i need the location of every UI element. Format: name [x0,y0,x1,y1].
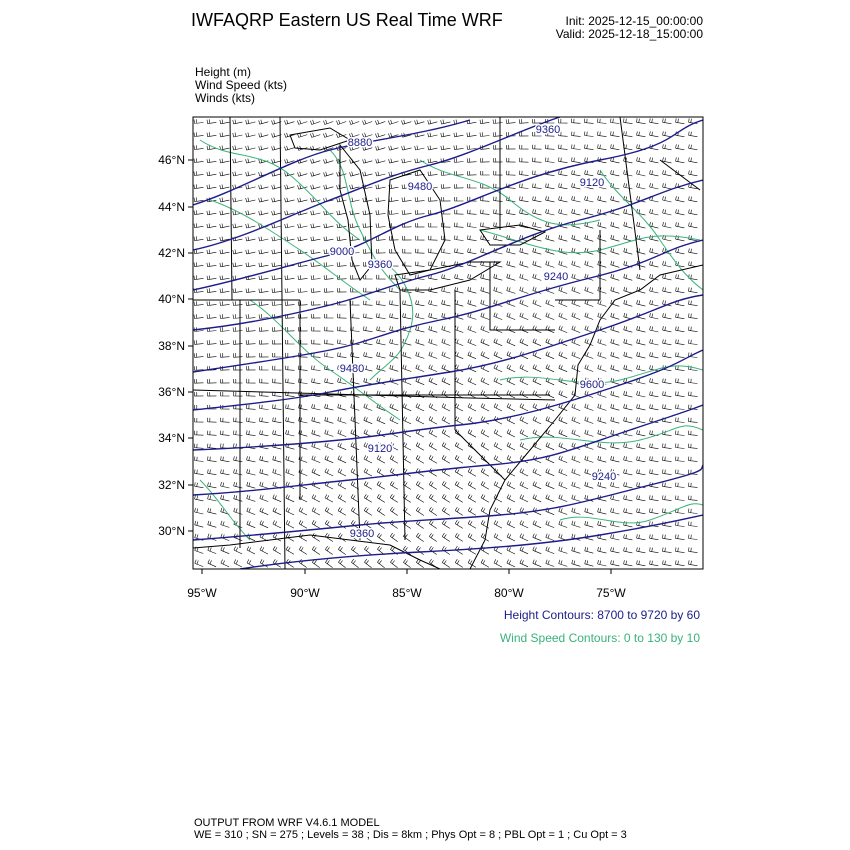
height-contour-label: 9240 [591,471,617,483]
height-contour-label: 9600 [579,379,605,391]
wind-speed-contour-legend: Wind Speed Contours: 0 to 130 by 10 [499,631,700,645]
lon-tick-label: 75°W [596,586,626,600]
lon-tick-label: 95°W [187,586,217,600]
valid-time: Valid: 2025-12-18_15:00:00 [555,27,703,41]
lat-tick-label: 38°N [158,339,185,353]
lon-tick-label: 80°W [494,586,524,600]
height-contour-label: 9240 [543,271,569,283]
height-contour-label: 9360 [367,259,393,271]
field-label-height: Height (m) [195,65,252,79]
height-contour-label: 9360 [349,528,375,540]
lat-tick-label: 30°N [158,524,185,538]
lat-tick-label: 32°N [158,478,185,492]
height-contour-label: 9120 [579,177,605,189]
height-contour-label: 9480 [407,181,433,193]
field-label-winds: Winds (kts) [195,91,255,105]
model-info-line2: WE = 310 ; SN = 275 ; Levels = 38 ; Dis = 8km ; Phys Opt = 8 ; PBL Opt = 1 ; Cu Opt = 3 [194,829,627,841]
height-contour-label: 9480 [339,363,365,375]
init-time: Init: 2025-12-15_00:00:00 [565,14,703,28]
lon-tick-label: 85°W [392,586,422,600]
lat-tick-label: 42°N [158,246,185,260]
height-contour-label: 8880 [347,137,373,149]
lat-tick-label: 44°N [158,200,185,214]
lat-tick-label: 36°N [158,385,185,399]
map-title: IWFAQRP Eastern US Real Time WRF [191,10,503,30]
lat-tick-label: 40°N [158,292,185,306]
height-contour-label: 9120 [367,443,393,455]
model-info-line1: OUTPUT FROM WRF V4.6.1 MODEL [194,817,380,829]
height-contour-legend: Height Contours: 8700 to 9720 by 60 [503,608,700,622]
height-contour-label: 9000 [329,246,355,258]
lat-tick-label: 34°N [158,431,185,445]
lon-tick-label: 90°W [290,586,320,600]
height-contour-label: 9360 [535,124,561,136]
field-label-wind-speed: Wind Speed (kts) [195,78,288,92]
lat-tick-label: 46°N [158,153,185,167]
